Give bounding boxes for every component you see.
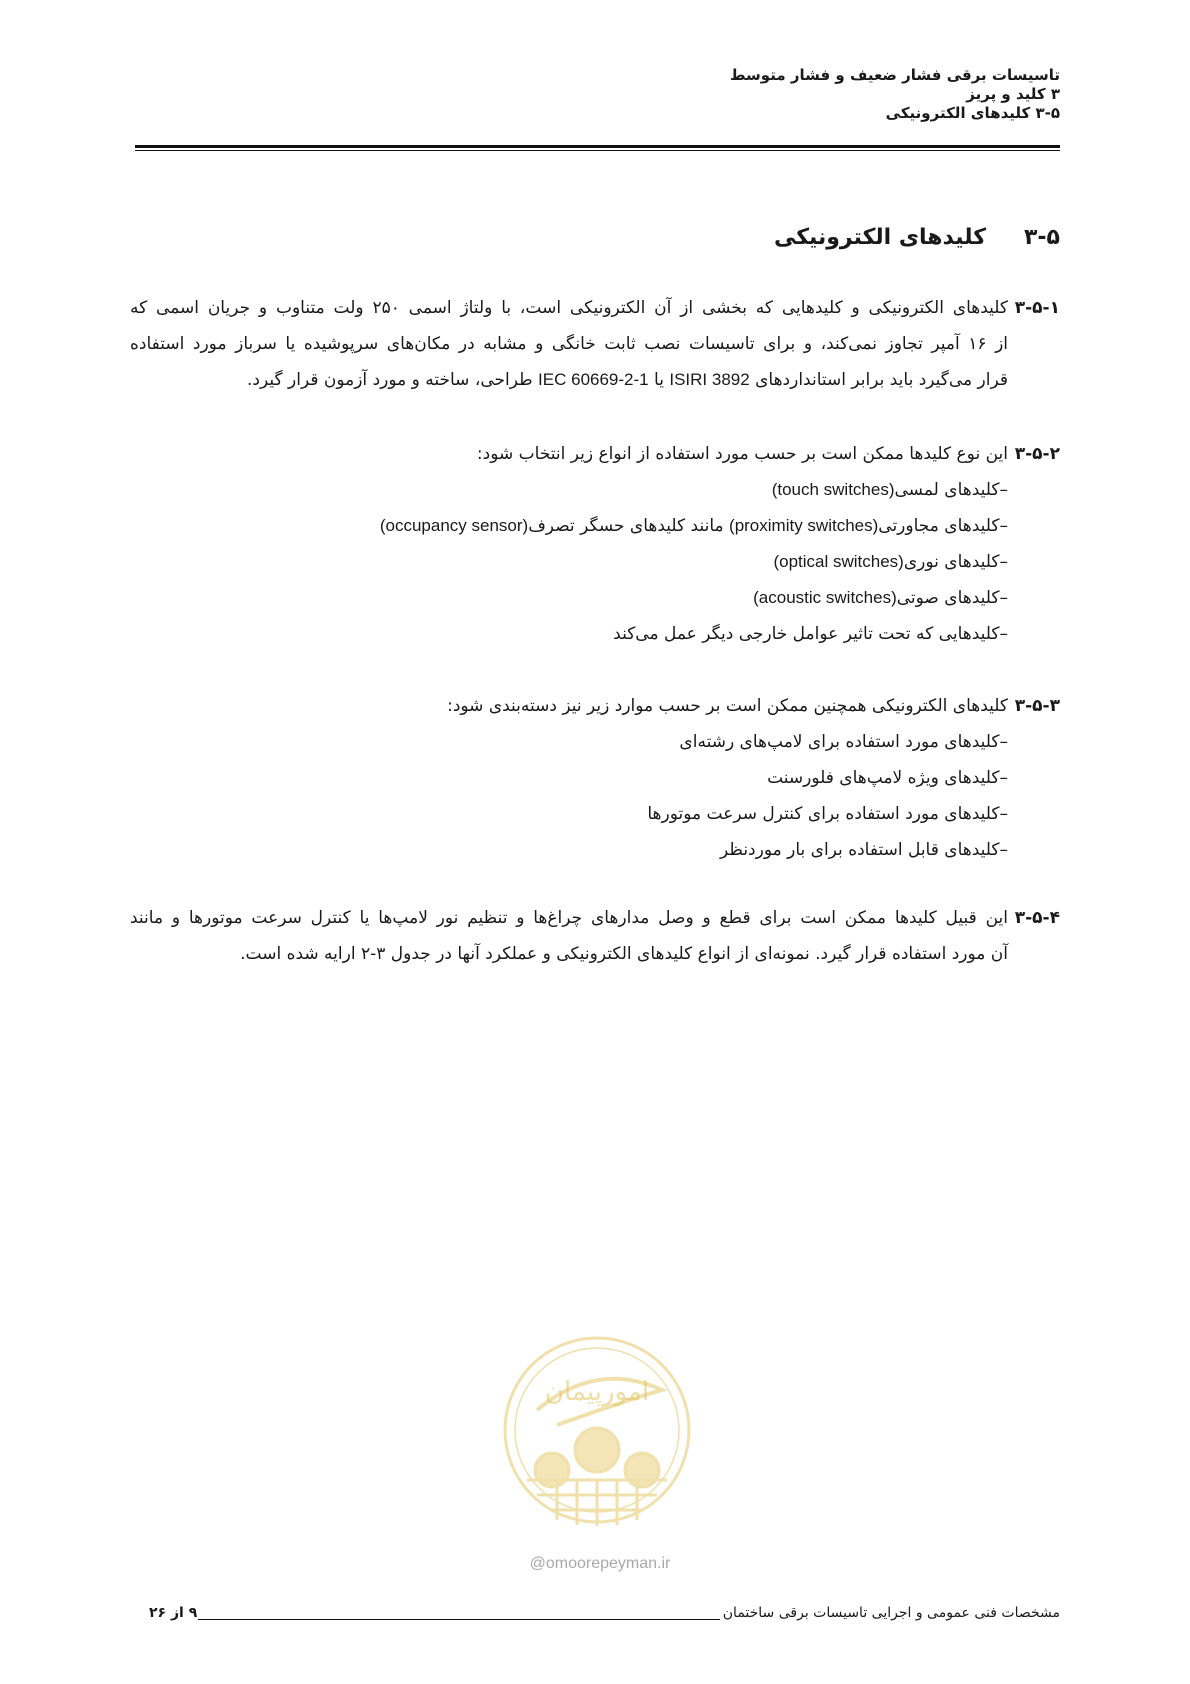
list-item <box>130 508 1008 544</box>
list-item <box>130 616 1008 652</box>
p3-intro: کلیدهای الکترونیکی همچنین ممکن است بر حسب موارد زیر نیز دسته‌بندی شود: <box>447 696 1008 716</box>
watermark-logo <box>497 1330 697 1530</box>
paragraph-number: ۳-۵-۴ <box>1014 908 1060 928</box>
paragraph-number: ۳-۵-۲ <box>1014 444 1060 464</box>
paragraph-number: ۳-۵-۱ <box>1014 298 1060 318</box>
p1-line-3 <box>130 362 1008 398</box>
item-text: –کلیدهای نوری <box>903 552 1008 572</box>
item-text: –کلیدهای مجاورتی <box>878 516 1008 536</box>
paragraph-number: ۳-۵-۳ <box>1014 696 1060 716</box>
footer-title: مشخصات فنی عمومی و اجرایی تاسیسات برقی ساختمان <box>722 1605 1060 1621</box>
p2-intro: این نوع کلیدها ممکن است بر حسب مورد استفاده از انواع زیر انتخاب شود: <box>476 444 1008 464</box>
p1-line-3-text-c: طراحی، ساخته و مورد آزمون قرار گیرد. <box>247 370 533 390</box>
item-text: –کلیدهایی که تحت تاثیر عوامل خارجی دیگر عمل می‌کند <box>613 624 1008 644</box>
list-item: –کلیدهای قابل استفاده برای بار موردنظر <box>720 840 1008 860</box>
watermark-site: @omoorepeyman.ir <box>529 1555 671 1572</box>
list-item <box>130 580 1008 616</box>
p1-line-1: کلیدهای الکترونیکی و کلیدهایی که بخشی از آن الکترونیکی است، با ولتاژ اسمی ۲۵۰ ولت متناوب و جریان اسمی که <box>130 298 1008 318</box>
running-header <box>460 66 1060 123</box>
section-title: کلیدهای الکترونیکی <box>773 225 986 250</box>
p4-line-2: آن مورد استفاده قرار گیرد. نمونه‌ای از انواع کلیدهای الکترونیکی و عملکرد آنها در جدول ۳-۲ ارایه شده است. <box>240 944 1008 964</box>
item-english: (optical switches) <box>773 552 904 571</box>
header-rule-thick <box>135 145 1060 148</box>
standard-isiri: ISIRI 3892 <box>669 370 750 389</box>
item-english: (acoustic switches) <box>753 588 897 607</box>
item-english: (touch switches) <box>771 480 895 499</box>
section-number: ۳-۵ <box>1024 225 1060 250</box>
paragraph-3-5-2 <box>130 436 1060 652</box>
p1-line-3-text-b: یا <box>654 370 664 390</box>
logo-text: امورپیمان <box>544 1377 650 1407</box>
page-footer <box>135 1605 1060 1629</box>
p4-line-1: این قبیل کلیدها ممکن است برای قطع و وصل مدارهای چراغ‌ها و تنظیم نور لامپ‌ها یا کنترل سرعت موتورها و مانند <box>130 908 1008 928</box>
p1-line-2: از ۱۶ آمپر تجاوز نمی‌کند، و برای تاسیسات نصب ثابت خانگی و مشابه در مکان‌های سرپوشیده یا سرباز مورد استفاده <box>130 334 1008 354</box>
list-item: –کلیدهای مورد استفاده برای لامپ‌های رشته‌ای <box>679 732 1008 752</box>
header-line-2: ۳ کلید و پریز <box>966 85 1060 103</box>
item-text: –کلیدهای لمسی <box>894 480 1008 500</box>
item-english-2: (occupancy sensor) <box>379 516 529 535</box>
list-item <box>130 544 1008 580</box>
item-text: –کلیدهای صوتی <box>896 588 1008 608</box>
standard-iec: IEC 60669-2-1 <box>538 370 649 389</box>
header-line-1: تاسیسات برقی فشار ضعیف و فشار متوسط <box>729 66 1060 84</box>
paragraph-3-5-1 <box>130 290 1060 398</box>
section-heading <box>774 225 1060 250</box>
p1-line-3-text-a: قرار می‌گیرد باید برابر استانداردهای <box>755 370 1008 390</box>
list-item: –کلیدهای ویژه لامپ‌های فلورسنت <box>767 768 1008 788</box>
header-rule-thin <box>135 150 1060 151</box>
footer-rule <box>198 1619 720 1620</box>
item-rest: مانند کلیدهای حسگر تصرف <box>528 516 730 536</box>
item-english: (proximity switches) <box>729 516 879 535</box>
paragraph-3-5-4 <box>130 900 1060 972</box>
header-line-3: ۳-۵ کلیدهای الکترونیکی <box>885 104 1060 122</box>
paragraph-3-5-3 <box>130 688 1060 868</box>
page-number: ۹ از ۲۶ <box>149 1605 198 1621</box>
list-item <box>130 472 1008 508</box>
list-item: –کلیدهای مورد استفاده برای کنترل سرعت موتورها <box>647 804 1008 824</box>
